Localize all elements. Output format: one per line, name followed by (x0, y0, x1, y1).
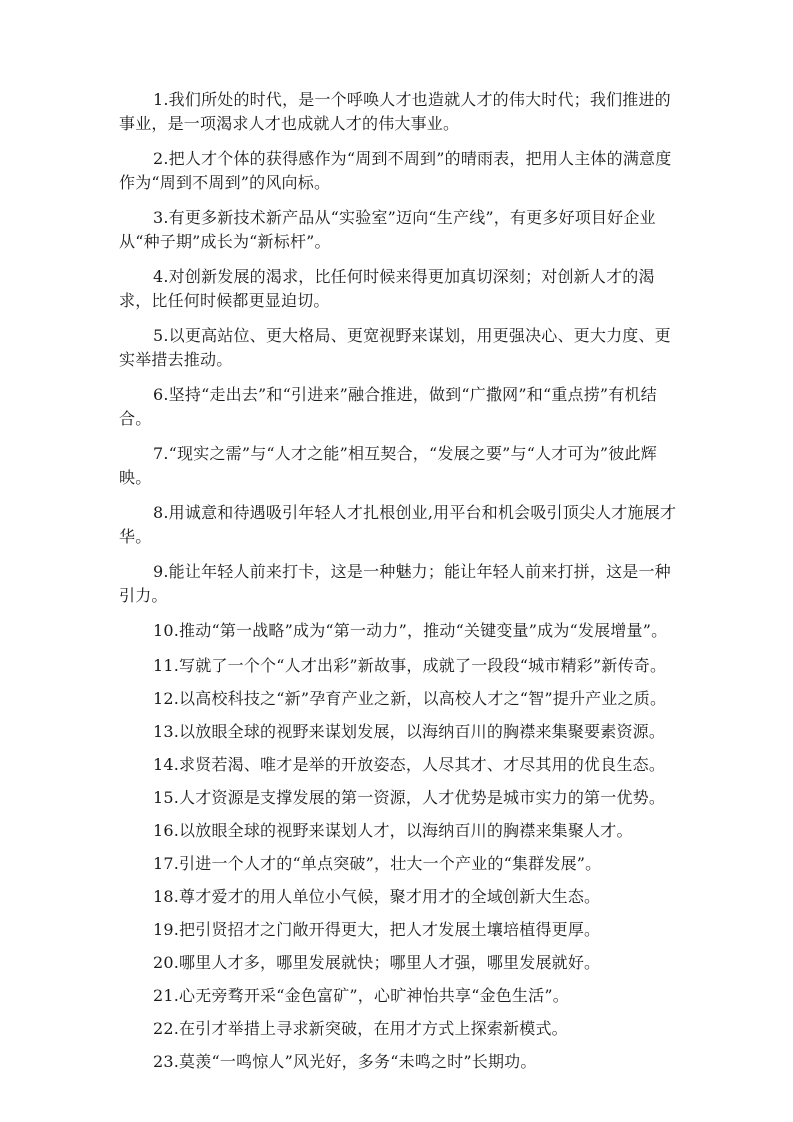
list-item: 4.对创新发展的渴求，比任何时候来得更加真切深刻；对创新人才的渴求，比任何时候都更显迫切。 (119, 267, 655, 310)
list-item: 6.坚持“走出去”和“引进来”融合推进，做到“广撒网”和“重点捞”有机结合。 (119, 385, 657, 428)
list-item: 2.把人才个体的获得感作为“周到不周到”的晴雨表，把用人主体的满意度作为“周到不周到”的风向标。 (119, 149, 672, 192)
list-item: 14.求贤若渴、唯才是举的开放姿态，人尽其才、才尽其用的优良生态。 (153, 755, 666, 774)
list-item: 17.引进一个人才的“单点突破”，壮大一个产业的“集群发展”。 (153, 854, 602, 873)
list-item: 16.以放眼全球的视野来谋划人才，以海纳百川的胸襟来集聚人才。 (153, 821, 633, 840)
list-item: 23.莫羡“一鸣惊人”风光好，多务“未鸣之时”长期功。 (153, 1052, 537, 1071)
list-item: 21.心无旁骛开采“金色富矿”，心旷神怡共享“金色生活”。 (153, 986, 569, 1005)
list-item: 18.尊才爱才的用人单位小气候，聚才用才的全域创新大生态。 (153, 887, 601, 906)
list-item: 7.“现实之需”与“人才之能”相互契合，“发展之要”与“人才可为”彼此辉映。 (119, 444, 657, 487)
list-item: 22.在引才举措上寻求新突破，在用才方式上探索新模式。 (153, 1019, 568, 1038)
list-item: 1.我们所处的时代，是一个呼唤人才也造就人才的伟大时代；我们推进的事业，是一项渴求人才也成就人才的伟大事业。 (119, 90, 671, 133)
list-item: 12.以高校科技之“新”孕育产业之新，以高校人才之“智”提升产业之质。 (153, 689, 667, 708)
list-item: 19.把引贤招才之门敞开得更大，把人才发展土壤培植得更厚。 (153, 920, 601, 939)
list-item: 5.以更高站位、更大格局、更宽视野来谋划，用更强决心、更大力度、更实举措去推动。 (119, 326, 671, 369)
list-item: 15.人才资源是支撑发展的第一资源，人才优势是城市实力的第一优势。 (153, 788, 666, 807)
list-item: 3.有更多新技术新产品从“实验室”迈向“生产线”，有更多好项目好企业从“种子期”成长为“新标杆”。 (119, 208, 656, 251)
list-item: 10.推动“第一战略”成为“第一动力”，推动“关键变量”成为“发展增量”。 (153, 621, 668, 640)
list-item: 11.写就了一个个“人才出彩”新故事，成就了一段段“城市精彩”新传奇。 (153, 656, 667, 675)
list-item: 9.能让年轻人前来打卡，这是一种魅力；能让年轻人前来打拼，这是一种引力。 (119, 562, 671, 605)
document-body (0, 88, 793, 1083)
list-item: 20.哪里人才多，哪里发展就快；哪里人才强，哪里发展就好。 (153, 953, 601, 972)
list-item: 8.用诚意和待遇吸引年轻人才扎根创业,用平台和机会吸引顶尖人才施展才华。 (119, 503, 677, 546)
list-item: 13.以放眼全球的视野来谋划发展，以海纳百川的胸襟来集聚要素资源。 (153, 722, 666, 741)
